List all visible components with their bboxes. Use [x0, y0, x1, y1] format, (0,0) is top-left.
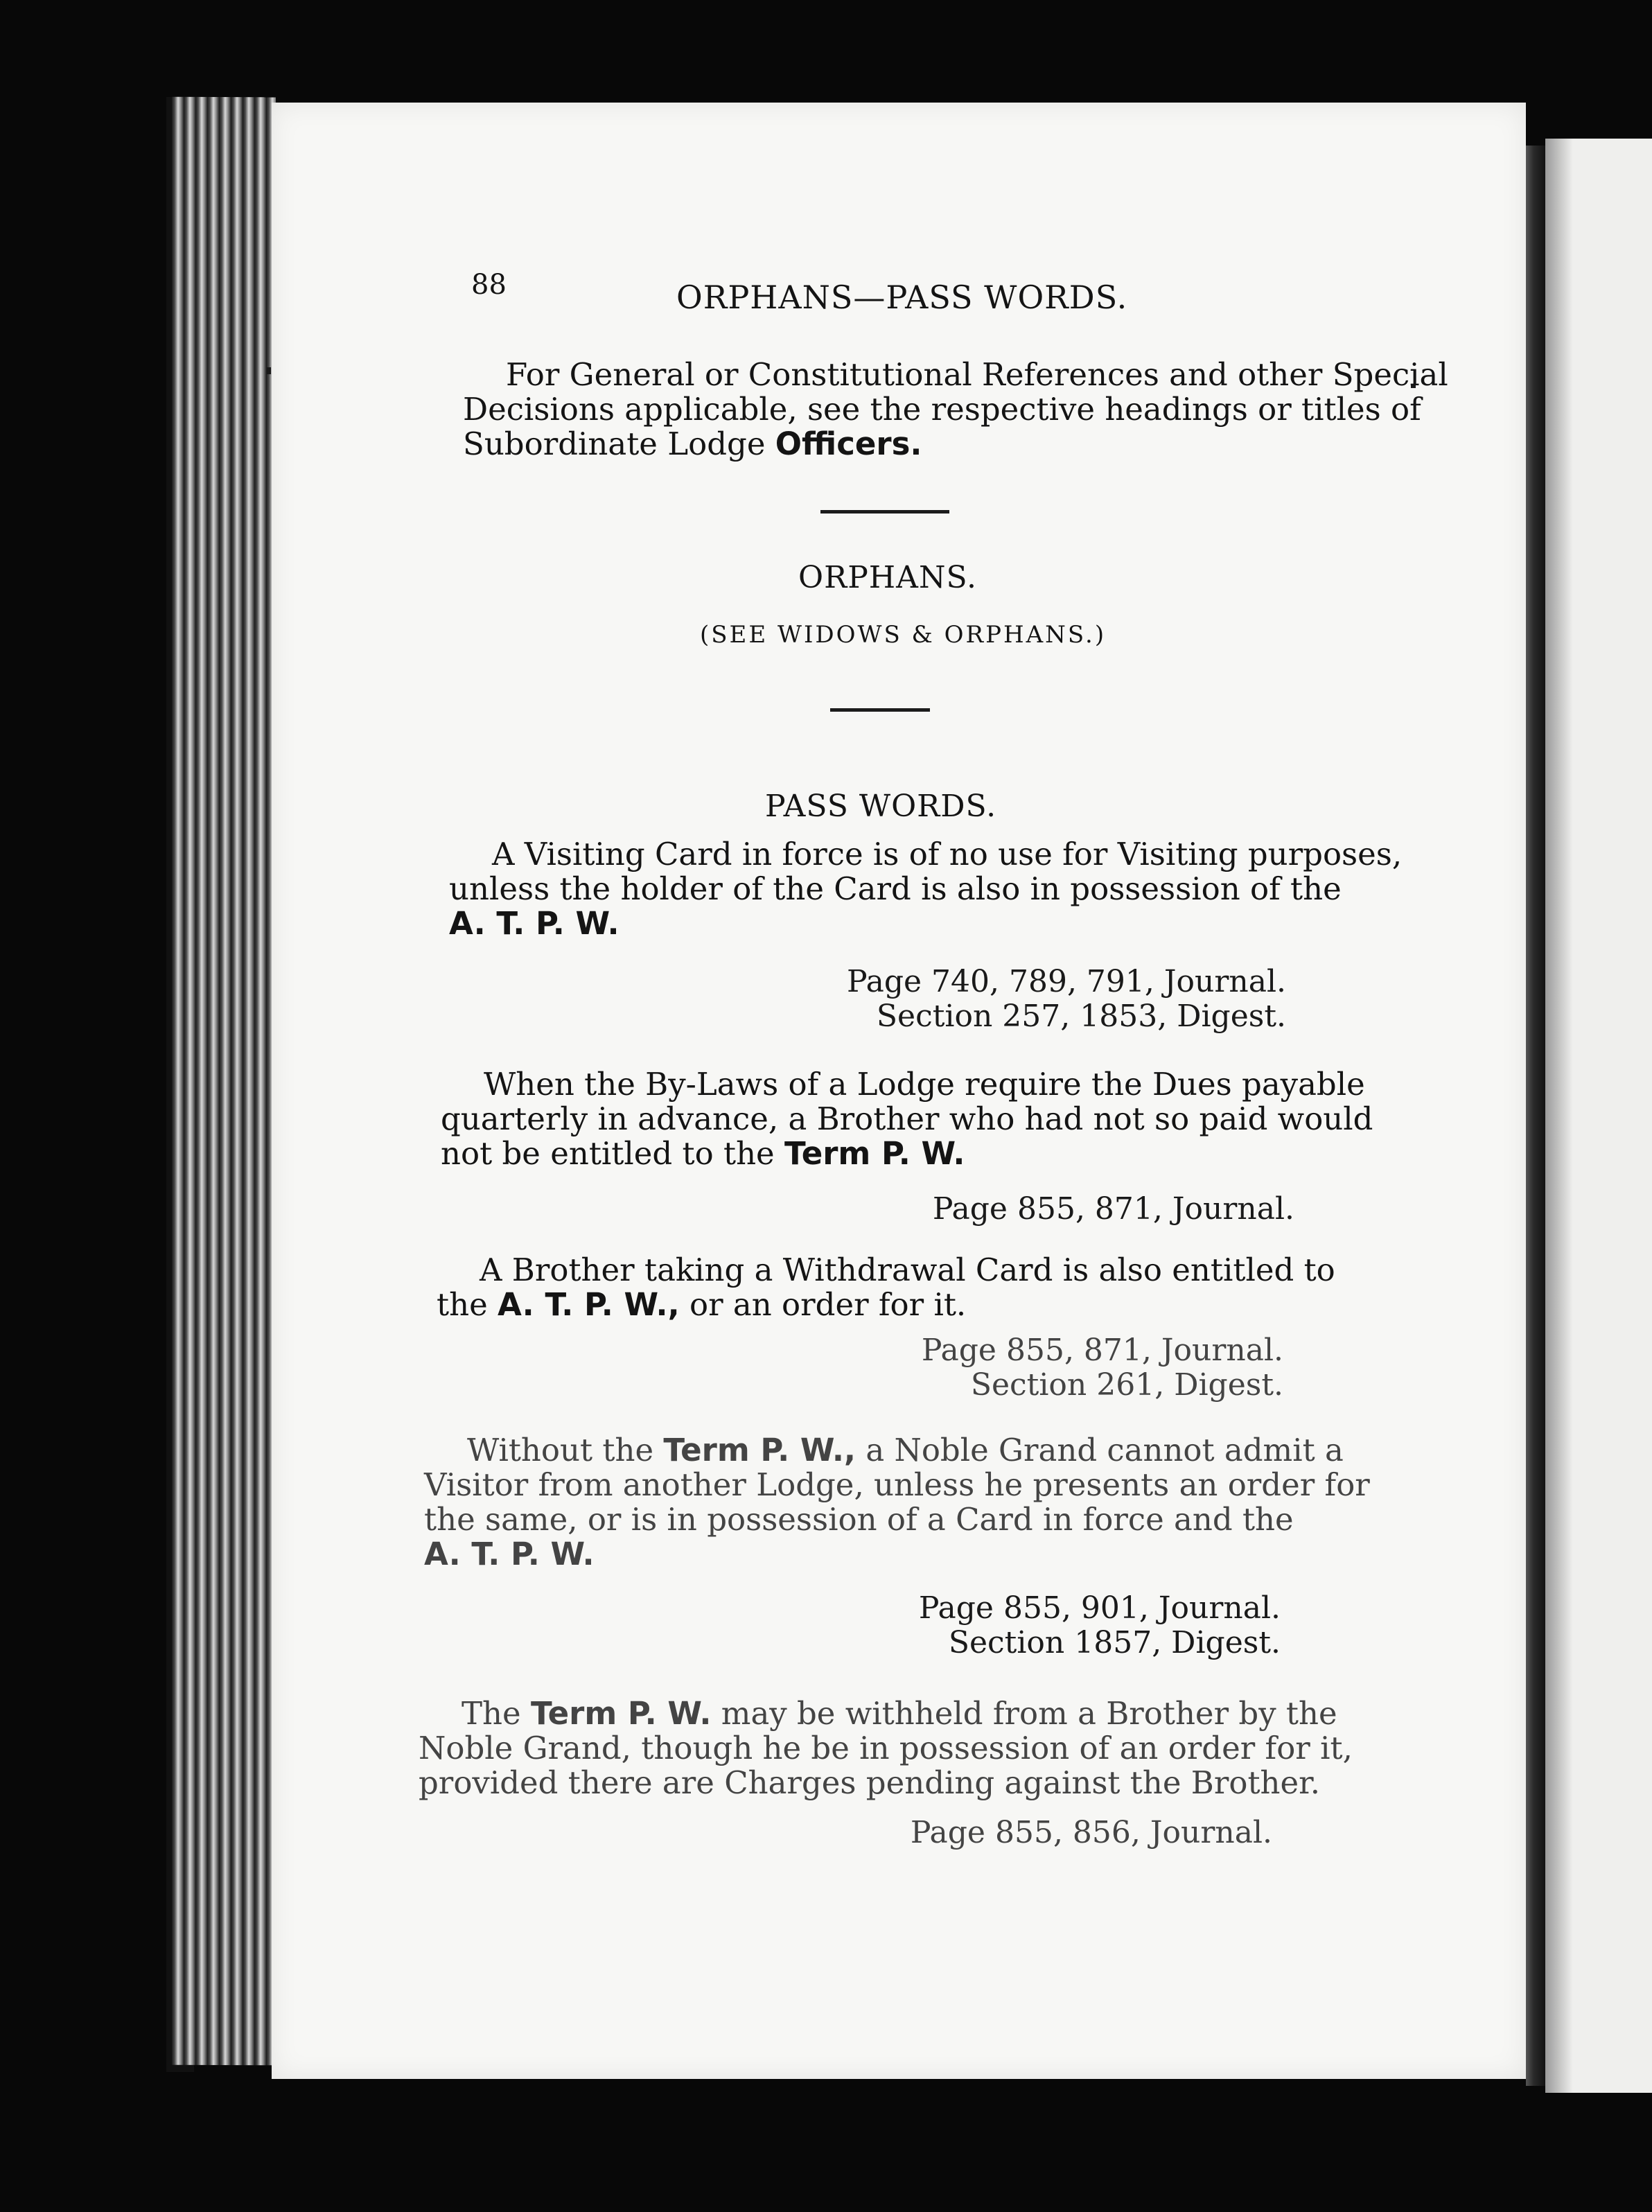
entry-bold-term: A. T. P. W.,: [498, 1286, 680, 1323]
entry-reference: [919, 1591, 1281, 1660]
entry-line: [419, 1696, 1353, 1731]
entry-line-text: The: [462, 1695, 531, 1732]
reference-line: Page 855, 901, Journal.: [918, 1590, 1281, 1626]
pass-words-heading: PASS WORDS.: [765, 789, 997, 824]
entry-reference: [911, 1816, 1272, 1850]
running-head: ORPHANS—PASS WORDS.: [676, 279, 1128, 316]
reference-line: Page 855, 856, Journal.: [910, 1815, 1272, 1850]
entry-bold-term: Term P. W.,: [663, 1432, 856, 1468]
book-gutter: [1526, 146, 1545, 2086]
intro-line: [463, 427, 1448, 462]
entry-paragraph: [424, 1433, 1370, 1572]
section-rule: [830, 708, 930, 712]
orphans-heading: ORPHANS.: [798, 560, 978, 595]
intro-line: For General or Constitutional References and other Special: [506, 356, 1448, 393]
entry-line: Visitor from another Lodge, unless he presents an order for: [424, 1466, 1370, 1503]
entry-line-text: or an order for it.: [679, 1286, 967, 1323]
margin-mark: [267, 367, 271, 374]
entry-paragraph: [441, 1067, 1373, 1171]
entry-line: A Visiting Card in force is of no use for Visiting purposes,: [492, 836, 1403, 872]
entry-line-text: a Noble Grand cannot admit a: [856, 1432, 1344, 1468]
entry-bold-term: Term P. W.: [784, 1135, 965, 1172]
entry-line: [437, 1288, 1335, 1322]
entry-line-text: not be entitled to the: [441, 1135, 784, 1172]
reference-line: Section 257, 1853, Digest.: [876, 999, 1286, 1034]
entry-line: When the By-Laws of a Lodge require the Dues payable: [484, 1066, 1365, 1103]
entry-line: [441, 1136, 1373, 1171]
entry-line-text: the: [437, 1286, 498, 1323]
facing-page-shadow: [1545, 139, 1573, 2093]
entry-paragraph: [449, 837, 1402, 941]
entry-line: the same, or is in possession of a Card in force and the: [424, 1501, 1294, 1538]
entry-line-text: Without the: [467, 1432, 664, 1468]
entry-bold-line: A. T. P. W.: [449, 905, 620, 942]
entry-reference: [847, 965, 1286, 1034]
orphans-see-also: (SEE WIDOWS & ORPHANS.): [700, 621, 1107, 649]
page-number: 88: [471, 269, 507, 301]
intro-paragraph: [463, 358, 1448, 462]
entry-line: [424, 1433, 1370, 1468]
entry-bold-term: Term P. W.: [530, 1695, 712, 1732]
entry-reference: [933, 1192, 1294, 1227]
entry-line: Noble Grand, though he be in possession of an order for it,: [419, 1730, 1353, 1766]
entry-bold-line: A. T. P. W.: [424, 1536, 595, 1572]
entry-line: provided there are Charges pending against the Brother.: [419, 1764, 1321, 1801]
reference-line: Section 1857, Digest.: [948, 1625, 1281, 1660]
reference-line: Page 740, 789, 791, Journal.: [846, 964, 1286, 999]
entry-line: quarterly in advance, a Brother who had not so paid would: [441, 1100, 1373, 1137]
book-page-edges: [172, 97, 276, 2066]
entry-paragraph: [437, 1253, 1335, 1322]
entry-line: unless the holder of the Card is also in possession of the: [449, 870, 1342, 907]
intro-bold-officers: Officers.: [775, 425, 922, 462]
reference-line: Page 855, 871, Journal.: [932, 1191, 1294, 1227]
reference-line: Page 855, 871, Journal.: [921, 1333, 1283, 1368]
entry-line: A Brother taking a Withdrawal Card is also entitled to: [480, 1252, 1335, 1288]
entry-paragraph: [419, 1696, 1353, 1800]
reference-line: Section 261, Digest.: [970, 1367, 1283, 1403]
intro-line-text: Subordinate Lodge: [463, 425, 775, 462]
intro-line: Decisions applicable, see the respective headings or titles of: [463, 391, 1421, 428]
section-rule: [820, 510, 949, 514]
entry-reference: [922, 1333, 1283, 1403]
entry-line-text: may be withheld from a Brother by the: [711, 1695, 1337, 1732]
